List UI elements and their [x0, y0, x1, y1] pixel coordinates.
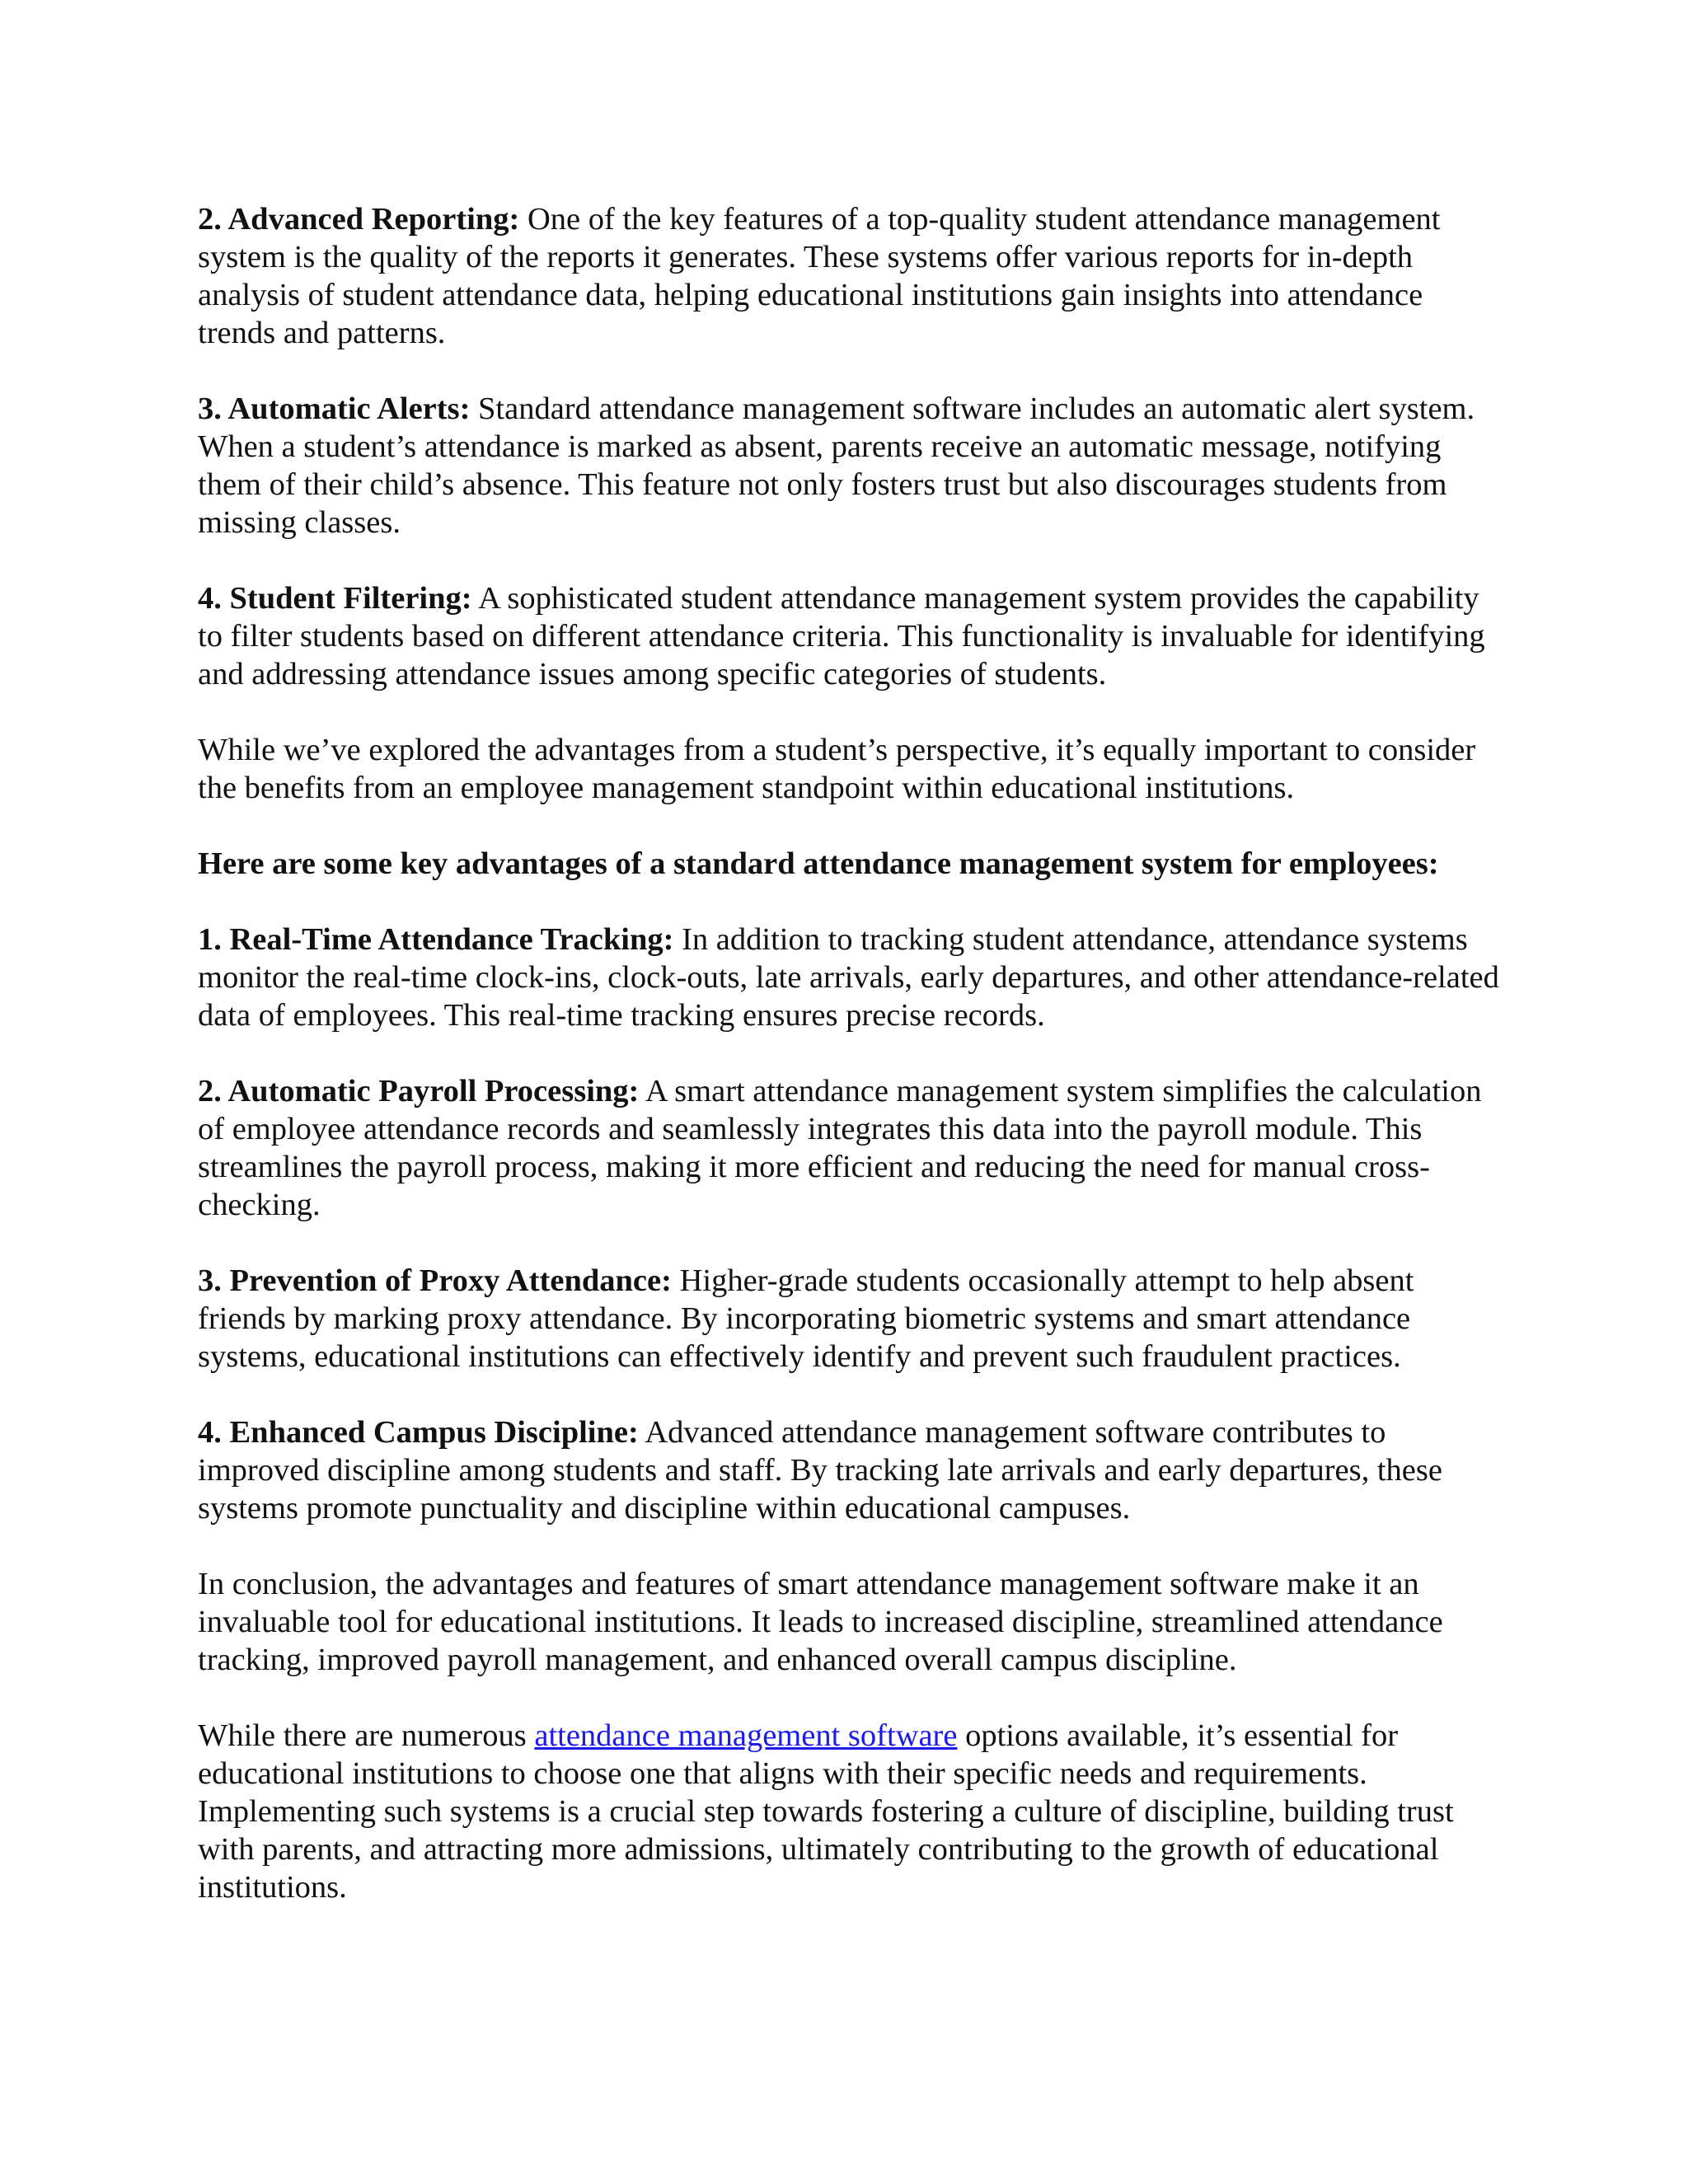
- final-paragraph: [198, 1717, 1500, 1906]
- feature-label: 2. Advanced Reporting:: [198, 202, 520, 237]
- employee-advantages-heading: Here are some key advantages of a standard attendance management system for employees:: [198, 846, 1439, 881]
- conclusion-paragraph: In conclusion, the advantages and features of smart attendance management software make it an invaluable tool for educational institutions. It leads to increased discipline, streamlined attendance tracking, improved payroll management, and enhanced overall campus discipline.: [198, 1567, 1443, 1677]
- feature-text: One of the key features of a top-quality student attendance management system is the quality of the reports it generates. These systems offer various reports for in-depth analysis of student attendance data, helping educational institutions gain insights into attendance trends and patterns.: [198, 202, 1441, 350]
- feature-text: Advanced attendance management software contributes to improved discipline among students and staff. By tracking late arrivals and early departures, these systems promote punctuality and discipline within educational campuses.: [198, 1415, 1442, 1526]
- feature-label: 4. Student Filtering:: [198, 581, 472, 616]
- feature-real-time-tracking: [198, 921, 1500, 1034]
- feature-text: A smart attendance management system simplifies the calculation of employee attendance records and seamlessly integrates this data into the payroll module. This streamlines the payroll process, making it more efficient and reducing the need for manual cross-checking.: [198, 1074, 1482, 1222]
- feature-label: 2. Automatic Payroll Processing:: [198, 1074, 640, 1108]
- feature-campus-discipline: [198, 1413, 1500, 1527]
- feature-text: A sophisticated student attendance management system provides the capability to filter students based on different attendance criteria. This functionality is invaluable for identifying and addressing attendance issues among specific categories of students.: [198, 581, 1485, 691]
- feature-label: 1. Real-Time Attendance Tracking:: [198, 922, 674, 957]
- feature-automatic-payroll: [198, 1072, 1500, 1224]
- final-text-after: options available, it’s essential for educational institutions to choose one that aligns with their specific needs and requirements. Implementing such systems is a crucial step towards fostering a culture of discipline, building trust with parents, and attracting more admissions, ultimately contributing to the growth of educational institutions.: [198, 1718, 1454, 1905]
- feature-label: 3. Prevention of Proxy Attendance:: [198, 1263, 672, 1298]
- feature-proxy-prevention: [198, 1262, 1500, 1376]
- feature-advanced-reporting: [198, 200, 1500, 352]
- feature-text: In addition to tracking student attendance, attendance systems monitor the real-time clock-ins, clock-outs, late arrivals, early departures, and other attendance-related data of employees. This real-time tracking ensures precise records.: [198, 922, 1499, 1033]
- feature-label: 3. Automatic Alerts:: [198, 391, 471, 426]
- document-body: [198, 200, 1500, 1906]
- final-text-before: While there are numerous: [198, 1718, 535, 1753]
- feature-text: Higher-grade students occasionally attempt to help absent friends by marking proxy attendance. By incorporating biometric systems and smart attendance systems, educational institutions can effectively identify and prevent such fraudulent practices.: [198, 1263, 1414, 1374]
- feature-text: Standard attendance management software includes an automatic alert system. When a student’s attendance is marked as absent, parents receive an automatic message, notifying them of their child’s absence. This feature not only fosters trust but also discourages students from missing classes.: [198, 391, 1475, 540]
- attendance-software-link[interactable]: attendance management software: [534, 1718, 958, 1753]
- feature-student-filtering: [198, 579, 1500, 693]
- feature-label: 4. Enhanced Campus Discipline:: [198, 1415, 639, 1450]
- feature-automatic-alerts: [198, 390, 1500, 541]
- transition-paragraph: While we’ve explored the advantages from a student’s perspective, it’s equally important to consider the benefits from an employee management standpoint within educational institutions.: [198, 733, 1476, 805]
